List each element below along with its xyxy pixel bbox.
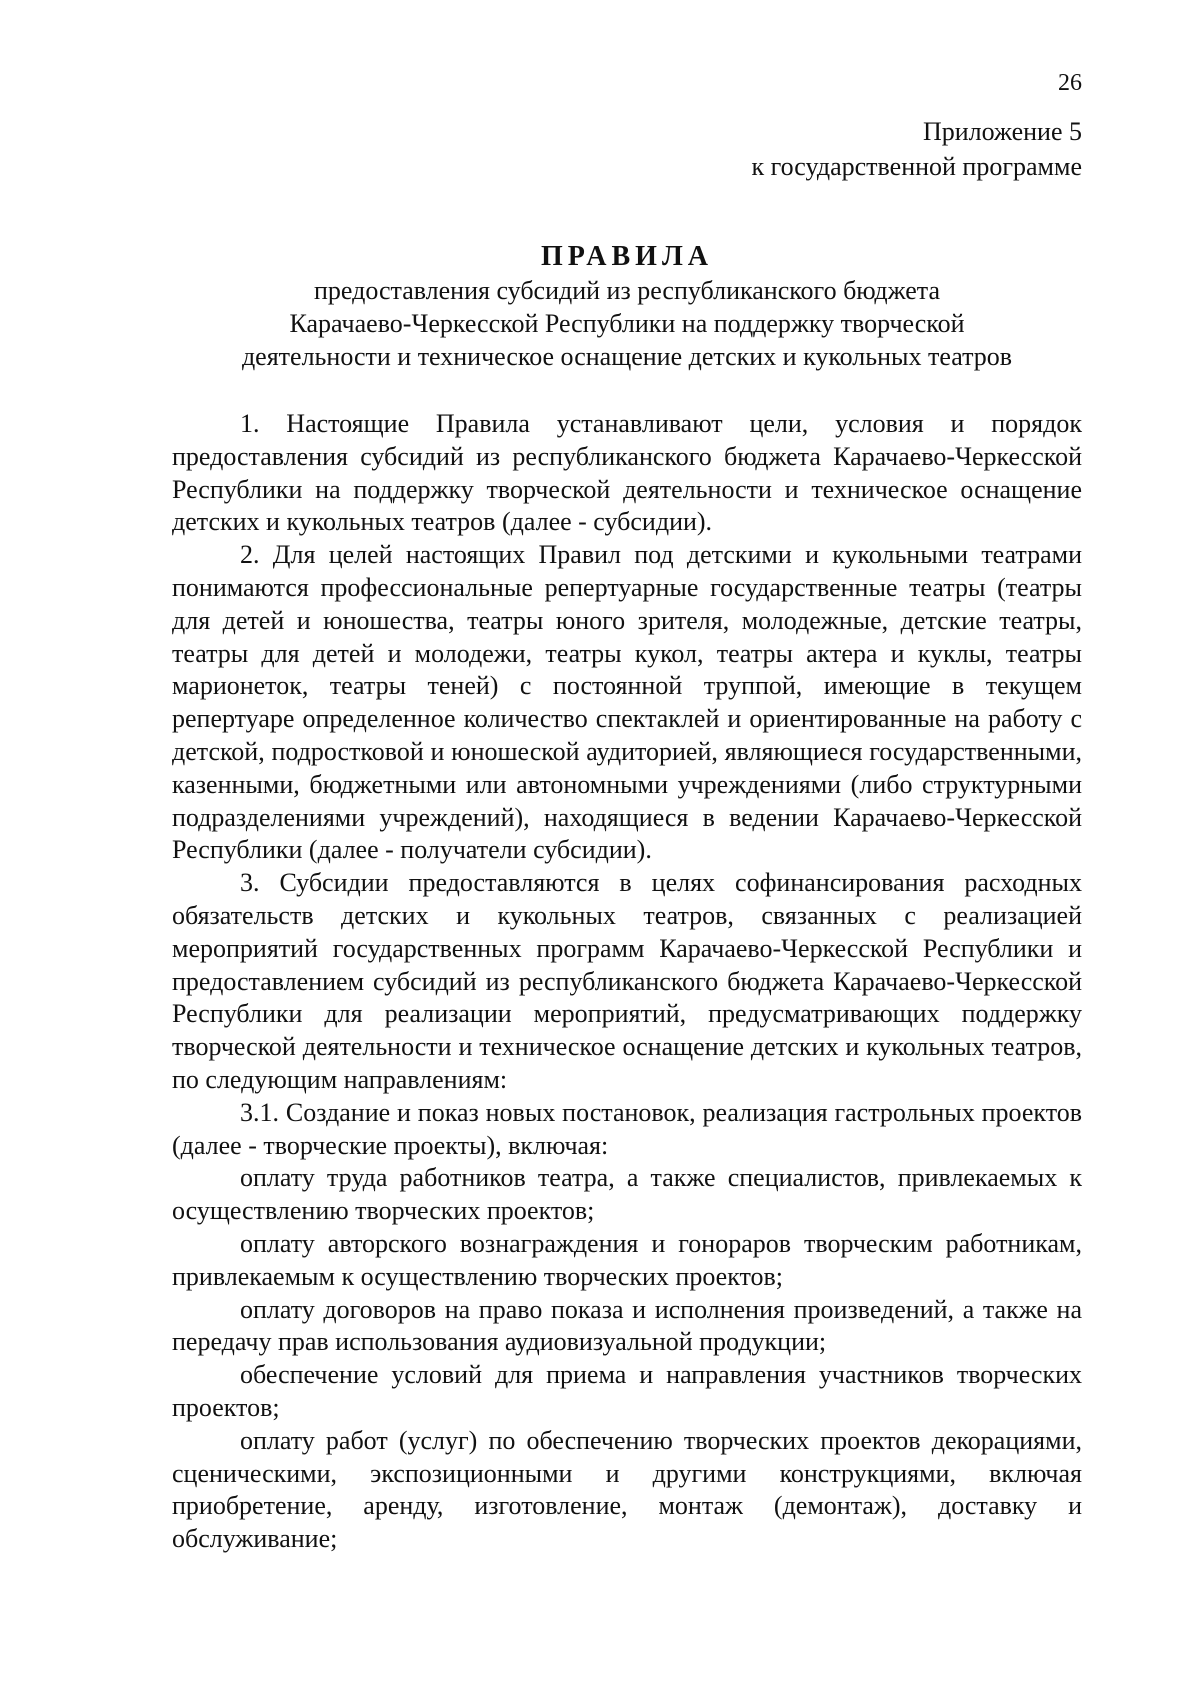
document-title-block bbox=[172, 240, 1082, 373]
appendix-reference bbox=[752, 114, 1083, 184]
document-heading: ПРАВИЛА bbox=[540, 241, 714, 272]
document-subtitle-line: Карачаево-Черкесской Республики на поддержку творческой bbox=[289, 309, 965, 338]
page-number: 26 bbox=[1058, 70, 1082, 96]
list-item: оплату авторского вознаграждения и гонораров творческим работникам, привлекаемым к осуществлению творческих проектов; bbox=[172, 1228, 1082, 1291]
paragraph-3: 3. Субсидии предоставляются в целях софинансирования расходных обязательств детских и кукольных театров, связанных с реализацией мероприятий государственных программ Карачаево-Черкесской Республики и предоставлением субсидий из республиканского бюджета Карачаево-Черкесской Республики для реализации мероприятий, предусматривающих поддержку творческой деятельности и техническое оснащение детских и кукольных театров, по следующим направлениям: bbox=[172, 868, 1082, 1094]
paragraph-1: 1. Настоящие Правила устанавливают цели, условия и порядок предоставления субсидий из республиканского бюджета Карачаево-Черкесской Республики на поддержку творческой деятельности и техническое оснащение детских и кукольных театров (далее - субсидии). bbox=[172, 409, 1082, 537]
appendix-line: к государственной программе bbox=[751, 152, 1082, 181]
list-item: оплату работ (услуг) по обеспечению творческих проектов декорациями, сценическими, экспозиционными и другими конструкциями, включая приобретение, аренду, изготовление, монтаж (демонтаж), доставку и обслуживание; bbox=[172, 1425, 1082, 1554]
document-body bbox=[172, 408, 1082, 1556]
document-subtitle-line: деятельности и техническое оснащение детских и кукольных театров bbox=[241, 342, 1013, 371]
list-item: оплату договоров на право показа и исполнения произведений, а также на передачу прав использования аудиовизуальной продукции; bbox=[172, 1294, 1082, 1357]
paragraph-3-1: 3.1. Создание и показ новых постановок, реализация гастрольных проектов (далее - творческие проекты), включая: bbox=[172, 1097, 1082, 1160]
list-item: обеспечение условий для приема и направления участников творческих проектов; bbox=[172, 1360, 1082, 1422]
paragraph-2: 2. Для целей настоящих Правил под детскими и кукольными театрами понимаются профессиональные репертуарные государственные театры (театры для детей и юношества, театры юного зрителя, молодежные, детские театры, театры для детей и молодежи, театры кукол, театры актера и куклы, театры марионеток, театры теней) с постоянной труппой, имеющие в текущем репертуаре определенное количество спектаклей и ориентированные на работу с детской, подростковой и юношеской аудиторией, являющиеся государственными, казенными, бюджетными или автономными учреждениями (либо структурными подразделениями учреждений), находящиеся в ведении Карачаево-Черкесской Республики (далее - получатели субсидии). bbox=[172, 540, 1082, 865]
document-subtitle-line: предоставления субсидий из республиканского бюджета bbox=[313, 276, 941, 305]
list-item: оплату труда работников театра, а также специалистов, привлекаемых к осуществлению творческих проектов; bbox=[172, 1163, 1082, 1226]
appendix-line: Приложение 5 bbox=[922, 117, 1082, 146]
